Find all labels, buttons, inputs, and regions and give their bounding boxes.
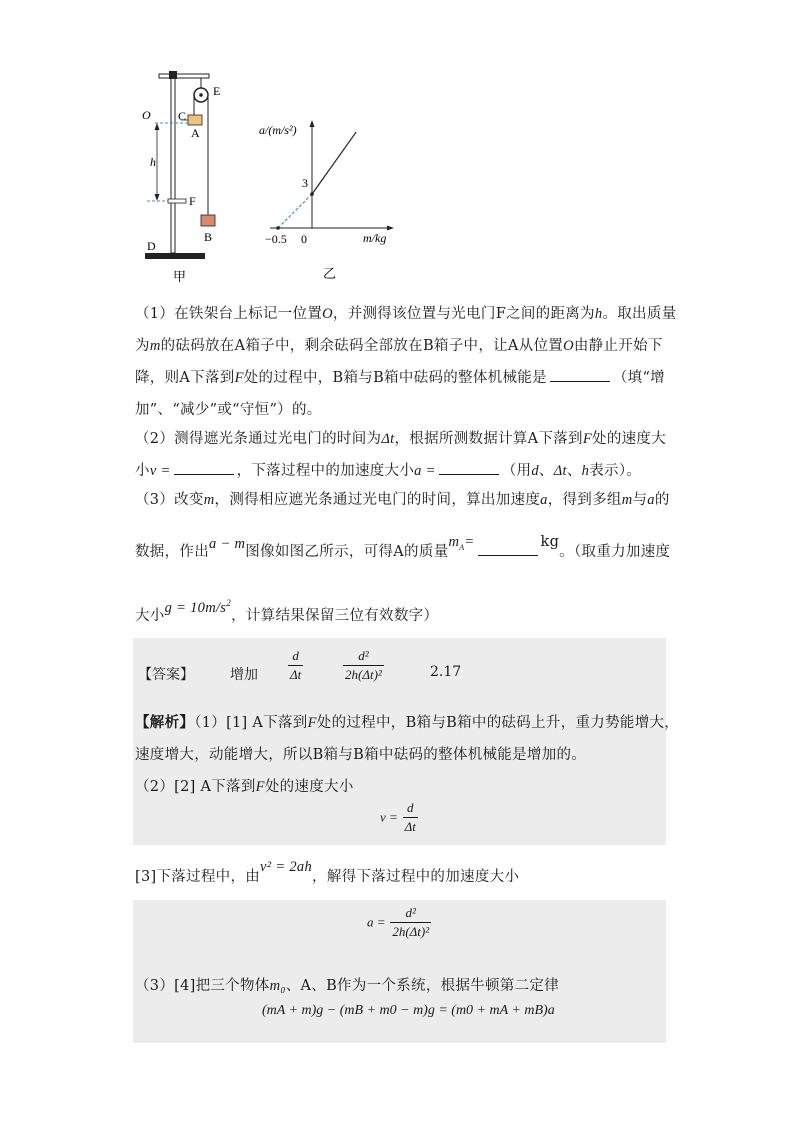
q1-line3: 降，则A下落到F处的过程中，B箱与B箱中砝码的整体机械能是 （填“增 (135, 366, 665, 387)
answer-2: $\frac{d}{\Delta t}$ (290, 648, 302, 682)
label-e: E (213, 84, 221, 98)
q1-line4: 加”、“减少”或“守恒”）的。 (135, 402, 322, 418)
answer-blank-2[interactable] (174, 460, 234, 475)
figure-yi-chart (255, 110, 405, 285)
equation-a: a = $\frac{\text{d²}}{\text{2h(Δt)²}}$ (367, 905, 430, 939)
box-b (201, 215, 215, 226)
label-o: O (142, 108, 151, 122)
marked-point (310, 192, 314, 196)
stand-rod (171, 73, 175, 253)
label-h: h (150, 155, 156, 169)
q3-line2: 数据，作出a − m图像如图乙所示，可得A的质量$m_A=$ kg。（取重力加速度 (135, 534, 671, 560)
analysis-line1: 【解析】（1）[1] A下落到F处的过程中，B箱与B箱中的砝码上升，重力势能增大， (135, 714, 680, 731)
data-line (312, 132, 356, 194)
analysis-line4: [3]下落过程中，由v² = 2ah，解得下落过程中的加速度大小 (135, 859, 520, 885)
label-d: D (147, 239, 156, 253)
extrapolated-dashed-line (278, 194, 312, 228)
stand-arm (159, 74, 209, 78)
caption-jia: 甲 (173, 269, 187, 284)
answer-4: 2.17 (430, 664, 462, 680)
label-c: C (178, 109, 187, 123)
q2-line2: 小v = ，下落过程中的加速度大小a = （用d、Δt、h表示）。 (135, 459, 641, 480)
label-b: B (204, 230, 213, 244)
answer-row (138, 646, 658, 696)
stand-base (145, 253, 205, 259)
marked-point (276, 226, 280, 230)
answer-blank-4[interactable] (478, 541, 538, 556)
figure-jia (135, 65, 235, 285)
y-axis-label: a/(m/s²) (259, 123, 297, 137)
answer-3: $\frac{\text{d²}}{\text{2h(Δt)²}}$ (345, 648, 382, 682)
analysis-line2: 速度增大，动能增大，所以B箱与B箱中砝码的整体机械能是增加的。 (135, 747, 587, 763)
label-a: A (191, 126, 200, 140)
label-f: F (189, 194, 196, 208)
q1-line1: （1）在铁架台上标记一位置O，并测得该位置与光电门F之间的距离为h。取出质量 (135, 306, 677, 322)
q2-line1: （2）测得遮光条通过光电门的时间为Δt，根据所测数据计算A下落到F处的速度大 (135, 431, 667, 447)
q3-line3: 大小$g = 10m/s^2$，计算结果保留三位有效数字） (135, 598, 439, 624)
analysis-line5: （3）[4]把三个物体m₀、A、B作为一个系统，根据牛顿第二定律 (135, 978, 560, 994)
analysis-line3: （2）[2] A下落到F处的速度大小 (135, 779, 354, 795)
box-a (188, 115, 202, 125)
q3-line1: （3）改变m，测得相应遮光条通过光电门的时间，算出加速度a，得到多组m与a的 (135, 492, 670, 508)
answer-blank-1[interactable] (550, 367, 610, 382)
y-intercept-label: 3 (302, 176, 308, 190)
equation-newton: (mA + m)g − (mB + m0 − m)g = (m0 + mA + mB)a (262, 1003, 555, 1018)
q1-line2: 为m的砝码放在A箱子中，剩余砝码全部放在B箱子中，让A从位置O由静止开始下 (135, 338, 663, 354)
answer-1: 增加 (230, 667, 258, 683)
photogate-f (168, 199, 186, 203)
answer-blank-3[interactable] (439, 460, 499, 475)
answer-label: 【答案】 (138, 667, 194, 683)
x-intercept-label: −0.5 (265, 232, 287, 246)
origin-label: 0 (301, 232, 307, 246)
caption-yi: 乙 (323, 266, 337, 281)
x-axis-label: m/kg (363, 231, 387, 245)
equation-v: v = $\frac{d}{\Delta t}$ (380, 800, 416, 834)
